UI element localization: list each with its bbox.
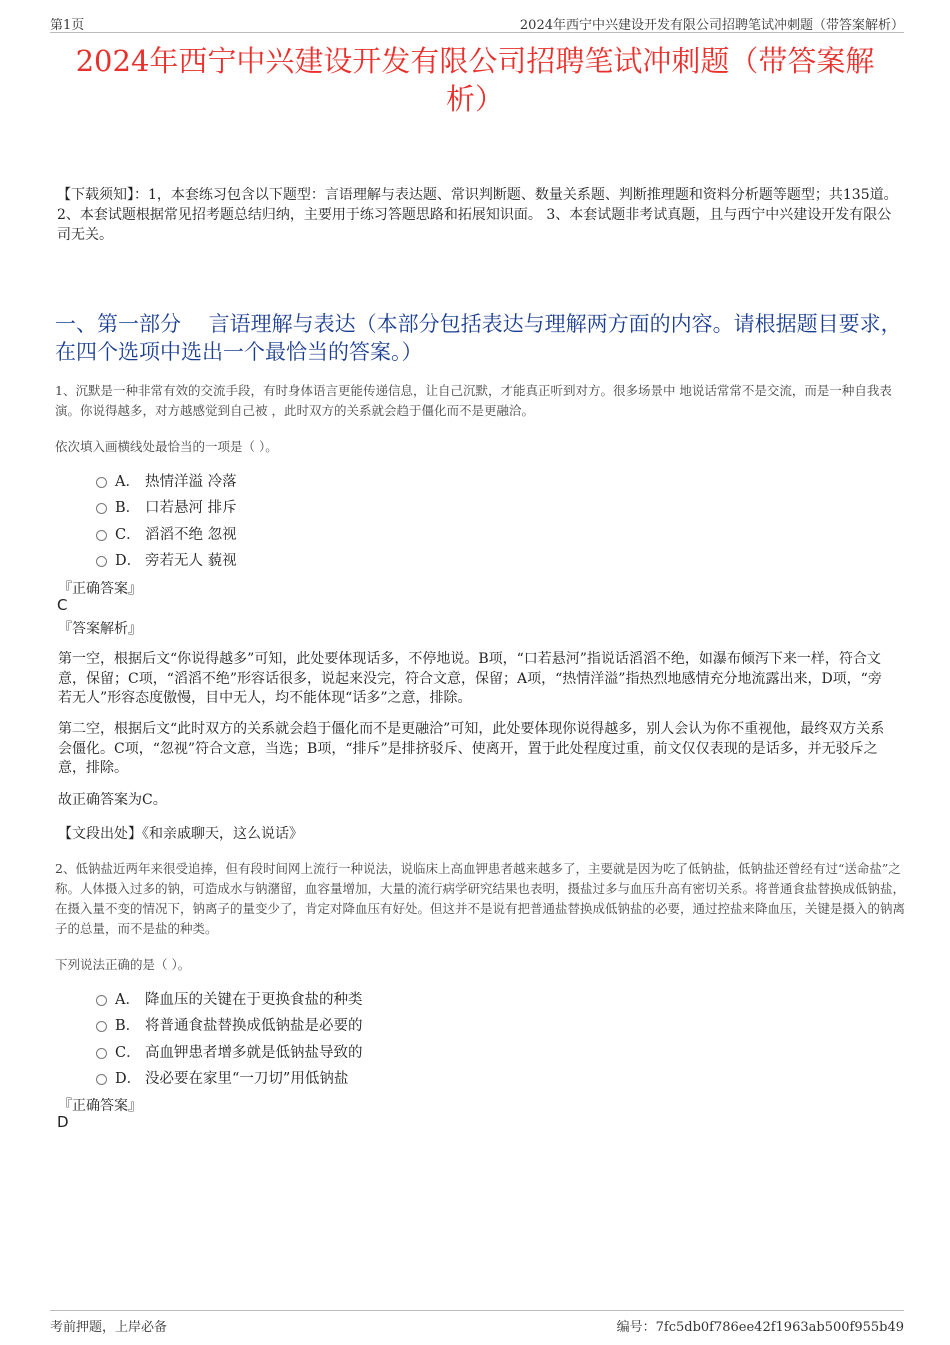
radio-icon[interactable]	[96, 556, 107, 567]
document-id: 编号：7fc5db0f786ee42f1963ab500f955b49	[616, 1320, 904, 1335]
radio-icon[interactable]	[96, 477, 107, 488]
question-1-options	[96, 467, 237, 573]
radio-icon[interactable]	[96, 1021, 107, 1032]
answer-label: 『正确答案』	[58, 581, 142, 597]
source-note: 【文段出处】《和亲戚聊天，这么说话》	[58, 826, 303, 842]
option-d[interactable]: D． 旁若无人 藐视	[96, 547, 237, 574]
option-a[interactable]: A． 热情洋溢 冷落	[96, 467, 237, 494]
question-1-text: 1、沉默是一种非常有效的交流手段，有时身体语言更能传递信息，让自己沉默，才能真正听到对方。很多场景中 地说话常常不是交流，而是一种自我表演。你说得越多，对方越感觉到自己被 ，此时双方的关系就会趋于僵化而不是更融洽。	[55, 383, 892, 418]
analysis-paragraph-1: 第一空，根据后文“你说得越多”可知，此处要体现话多，不停地说。B项，“口若悬河”指说话滔滔不绝，如瀑布倾泻下来一样，符合文意，保留；C项，“滔滔不绝”形容话很多，说起来没完，符合文意，保留；A项，“热情洋溢”指热烈地感情充分地流露出来，D项，“旁若无人”形容态度傲慢，目中无人，均不能体现“话多”之意，排除。	[58, 651, 882, 706]
page-number: 第1页	[50, 18, 85, 33]
analysis-paragraph-2: 第二空，根据后文“此时双方的关系就会趋于僵化而不是更融洽”可知，此处要体现你说得越多，别人会认为你不重视他，最终双方关系会僵化。C项，“忽视”符合文意，当选；B项，“排斥”是排挤驳斥、使离开，置于此处程度过重，前文仅仅表现的是话多，并无驳斥之意，排除。	[58, 721, 885, 776]
radio-icon[interactable]	[96, 503, 107, 514]
page-footer	[50, 1310, 904, 1336]
question-2-options	[96, 985, 363, 1091]
option-c[interactable]: C． 高血钾患者增多就是低钠盐导致的	[96, 1038, 363, 1065]
option-d[interactable]: D． 没必要在家里“一刀切”用低钠盐	[96, 1065, 363, 1092]
option-c[interactable]: C． 滔滔不绝 忽视	[96, 520, 237, 547]
section-heading: 一、第一部分 言语理解与表达（本部分包括表达与理解两方面的内容。请根据题目要求，在四个选项中选出一个最恰当的答案。）	[55, 312, 902, 364]
analysis-label: 『答案解析』	[58, 621, 142, 637]
question-1-prompt: 依次填入画横线处最恰当的一项是（ ）。	[55, 439, 278, 454]
answer-value: D	[57, 1113, 69, 1131]
answer-value: C	[57, 596, 68, 614]
radio-icon[interactable]	[96, 1074, 107, 1085]
footer-slogan: 考前押题，上岸必备	[50, 1320, 168, 1335]
radio-icon[interactable]	[96, 530, 107, 541]
answer-label: 『正确答案』	[58, 1098, 142, 1114]
option-a[interactable]: A． 降血压的关键在于更换食盐的种类	[96, 985, 363, 1012]
header-doc-title: 2024年西宁中兴建设开发有限公司招聘笔试冲刺题（带答案解析）	[519, 18, 904, 33]
question-2-text: 2、低钠盐近两年来很受追捧，但有段时间网上流行一种说法，说临床上高血钾患者越来越多了，主要就是因为吃了低钠盐，低钠盐还曾经有过“送命盐”之称。人体摄入过多的钠，可造成水与钠潴留，血容量增加，大量的流行病学研究结果也表明，摄盐过多与血压升高有密切关系。将普通食盐替换成低钠盐，在摄入量不变的情况下，钠离子的量变少了，肯定对降血压有好处。但这并不是说有把普通盐替换成低钠盐的必要，通过控盐来降血压，关键是摄入的钠离子的总量，而不是盐的种类。	[55, 861, 906, 936]
radio-icon[interactable]	[96, 995, 107, 1006]
page-header	[50, 14, 904, 33]
option-b[interactable]: B． 将普通食盐替换成低钠盐是必要的	[96, 1012, 363, 1039]
option-b[interactable]: B． 口若悬河 排斥	[96, 494, 237, 521]
analysis-conclusion: 故正确答案为C。	[58, 792, 167, 808]
download-notice: 【下载须知】：1，本套练习包含以下题型：言语理解与表达题、常识判断题、数量关系题、判断推理题和资料分析题等题型；共135道。 2、本套试题根据常见招考题总结归纳，主要用于练习答题思路和拓展知识面。 3、本套试题非考试真题，且与西宁中兴建设开发有限公司无关。	[57, 187, 898, 243]
document-title: 2024年西宁中兴建设开发有限公司招聘笔试冲刺题（带答案解析）	[75, 44, 875, 116]
radio-icon[interactable]	[96, 1048, 107, 1059]
question-2-prompt: 下列说法正确的是（ ）。	[55, 957, 191, 972]
